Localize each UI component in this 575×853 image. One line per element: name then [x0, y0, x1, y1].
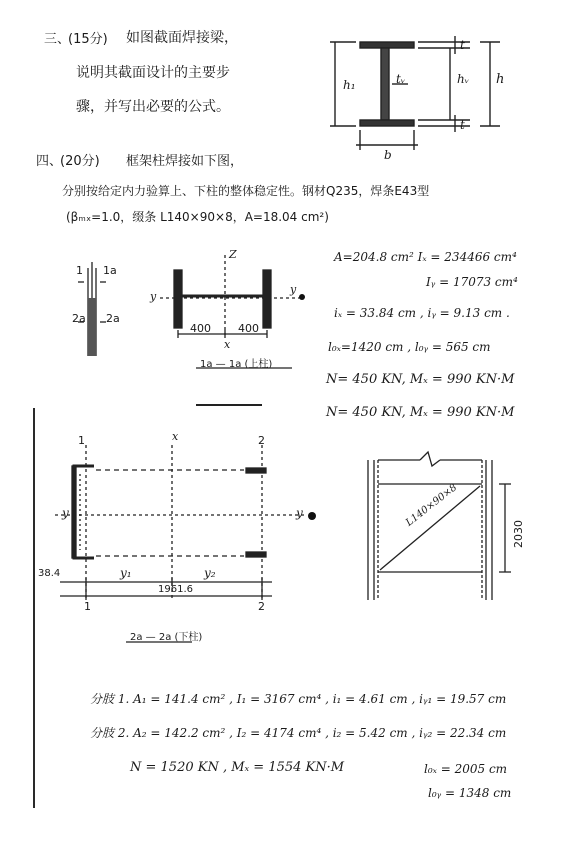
col-label-top1: 1: [76, 264, 83, 277]
upper-props-4: l₀ₓ=1420 cm , l₀ᵧ = 565 cm: [328, 340, 491, 354]
fig-label-hw: hᵥ: [457, 72, 470, 86]
lower-axis-y-right: y: [296, 506, 303, 520]
fig-label-t-top: t: [460, 38, 465, 52]
q3-score: (15分): [68, 32, 108, 47]
upper-props-2: Iᵧ = 17073 cm⁴: [426, 275, 518, 289]
lacing-height: 2030: [512, 520, 525, 548]
lower-axis-x-bot: 1: [84, 600, 91, 613]
upper-caption: 1a — 1a (上柱): [200, 359, 273, 370]
lower-label-2-bot: 2: [258, 600, 265, 613]
q3-number: 三、: [44, 32, 71, 47]
upper-props-3: iₓ = 33.84 cm , iᵧ = 9.13 cm .: [334, 306, 510, 320]
lower-axis-x-top: x: [172, 430, 179, 443]
lacing-angle: L140×90×8: [404, 482, 460, 529]
q4-line3: (βₘₓ=1.0，缀条 L140×90×8，A=18.04 cm²): [66, 210, 329, 224]
fig-label-h1: h₁: [343, 78, 356, 92]
upper-props-5: N= 450 KN, Mₓ = 990 KN·M: [326, 372, 515, 387]
lower-label-2-top: 2: [258, 434, 265, 447]
q3-line1: 如图截面焊接梁，: [126, 30, 238, 46]
col-label-mid2: 2a: [106, 312, 120, 325]
q4-title: 框架柱焊接如下图，: [126, 154, 244, 169]
fig-label-b: b: [384, 148, 392, 162]
lower-y1: y₁: [120, 566, 132, 580]
branch-2: 分肢 2. A₂ = 142.2 cm² , I₂ = 4174 cm⁴ , i₂ = 5.42 cm , iᵧ₂ = 22.34 cm: [90, 726, 507, 740]
lower-offset: 38.4: [38, 568, 61, 579]
lower-y2: y₂: [204, 566, 216, 580]
upper-dim-2: 400: [238, 322, 259, 335]
upper-props-6: N= 450 KN, Mₓ = 990 KN·M: [326, 405, 515, 420]
upper-axis-y-left: y: [150, 290, 157, 303]
upper-axis-z: Z: [229, 248, 237, 261]
q4-line2: 分别按给定内力验算上、下柱的整体稳定性。钢材Q235，焊条E43型: [62, 184, 430, 198]
fig-label-h: h: [496, 72, 505, 87]
q4-number: 四、: [36, 154, 63, 169]
lower-loy: l₀ᵧ = 1348 cm: [428, 786, 512, 800]
upper-axis-y-right: y: [290, 283, 297, 296]
col-label-mid1: 2a: [72, 312, 86, 325]
branch-1: 分肢 1. A₁ = 141.4 cm² , I₁ = 3167 cm⁴ , i₁ = 4.61 cm , iᵧ₁ = 19.57 cm: [90, 692, 507, 706]
upper-props-1: A=204.8 cm² Iₓ = 234466 cm⁴: [334, 250, 517, 264]
lower-label-1-top: 1: [78, 434, 85, 447]
lower-caption: 2a — 2a (下柱): [130, 632, 203, 643]
q3-line2: 说明其截面设计的主要步: [76, 65, 230, 81]
lower-width: 1961.6: [158, 584, 193, 595]
lower-axis-y-left: y: [62, 506, 69, 520]
col-label-top2: 1a: [103, 264, 117, 277]
fig-label-tw: tᵥ: [396, 72, 406, 86]
fig-label-t-bot: t: [460, 118, 465, 132]
lower-load: N = 1520 KN , Mₓ = 1554 KN·M: [130, 760, 345, 775]
q3-line3: 骤，并写出必要的公式。: [76, 99, 230, 115]
upper-axis-x: x: [224, 338, 231, 351]
lower-lox: l₀ₓ = 2005 cm: [424, 762, 508, 776]
q4-score: (20分): [60, 154, 100, 169]
upper-dim-1: 400: [190, 322, 211, 335]
